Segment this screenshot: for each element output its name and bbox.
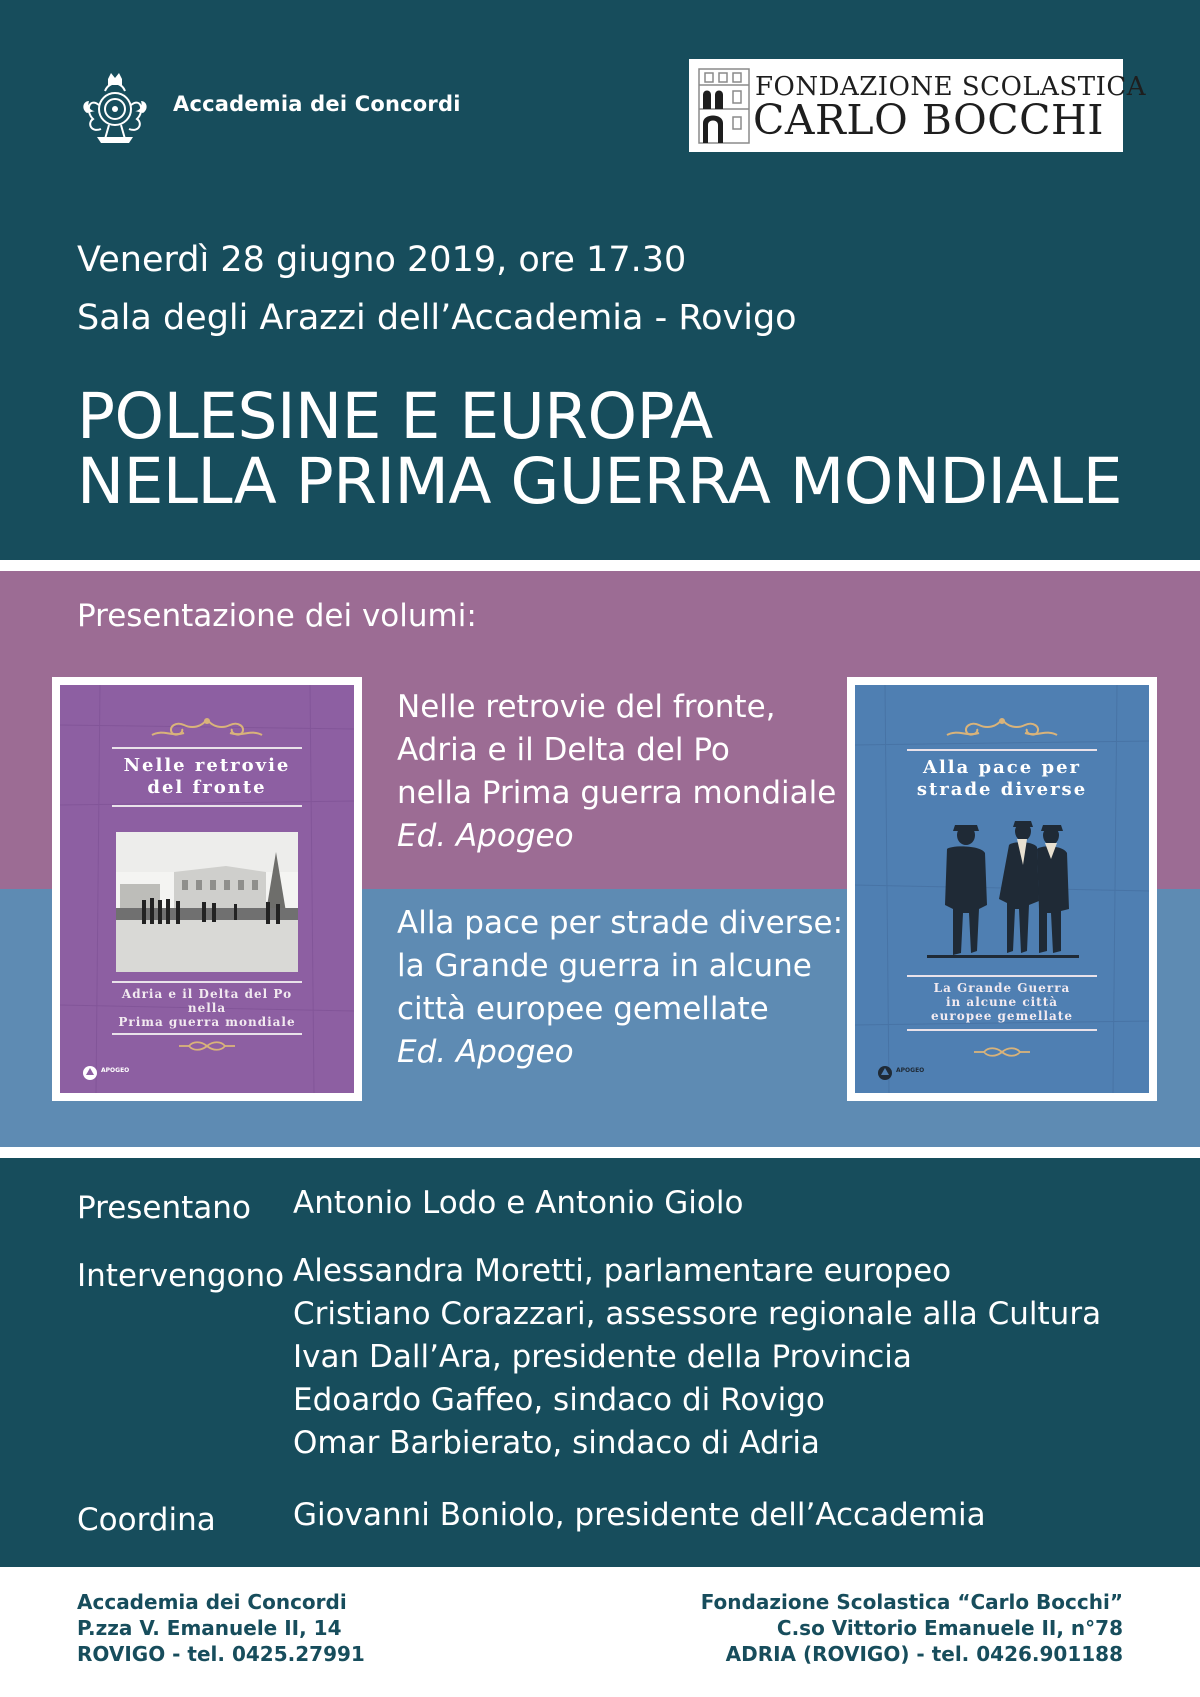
footer-line: Fondazione Scolastica “Carlo Bocchi” <box>700 1590 1123 1614</box>
cover-1-subtitle-line: Prima guerra mondiale <box>118 1015 296 1029</box>
apogeo-logo-icon <box>877 1063 947 1083</box>
footer-line: Accademia dei Concordi <box>77 1590 347 1614</box>
book-cover-2-art <box>855 685 1149 1093</box>
speaker: Alessandra Moretti, parlamentare europeo <box>293 1253 952 1289</box>
foundation-name-line1: FONDAZIONE SCOLASTICA <box>755 72 1147 102</box>
footer-line: ROVIGO - tel. 0425.27991 <box>77 1642 365 1666</box>
book-cover-1 <box>52 677 362 1101</box>
foundation-name-line2: CARLO BOCCHI <box>753 96 1104 144</box>
book-2-description <box>397 902 843 1074</box>
ornament-icon <box>927 715 1077 741</box>
footer-line: ADRIA (ROVIGO) - tel. 0426.901188 <box>725 1642 1123 1666</box>
foundation-logo <box>689 59 1147 152</box>
cover-1-title <box>60 755 354 799</box>
presentano-names: Antonio Lodo e Antonio Giolo <box>293 1185 744 1221</box>
intervengono-list <box>293 1250 1101 1465</box>
book-cover-1-art <box>60 685 354 1093</box>
footer-academy-contact <box>77 1589 365 1667</box>
book-1-line: Adria e il Delta del Po <box>397 732 730 768</box>
cover-2-title-line: Alla pace per <box>922 757 1082 778</box>
cover-2-subtitle-line: in alcune città <box>945 995 1059 1009</box>
presentation-heading: Presentazione dei volumi: <box>77 598 477 634</box>
book-1-description <box>397 686 836 858</box>
speaker: Omar Barbierato, sindaco di Adria <box>293 1425 820 1461</box>
academy-crest-icon <box>75 67 155 147</box>
intervengono-label: Intervengono <box>77 1258 285 1294</box>
cover-2-publisher: APOGEO <box>896 1067 925 1074</box>
ornament-icon <box>132 715 282 741</box>
cover-rule <box>112 1033 302 1035</box>
divider <box>0 560 1200 571</box>
book-1-line: Nelle retrovie del fronte, <box>397 689 776 725</box>
academy-name: Accademia dei Concordi <box>173 92 461 116</box>
speaker: Edoardo Gaffeo, sindaco di Rovigo <box>293 1382 825 1418</box>
cover-1-photo <box>116 832 298 972</box>
cover-2-subtitle <box>855 981 1149 1023</box>
footer-line: C.so Vittorio Emanuele II, n°78 <box>776 1616 1123 1640</box>
cover-rule <box>907 749 1097 751</box>
cover-1-subtitle <box>60 987 354 1029</box>
event-date: Venerdì 28 giugno 2019, ore 17.30 <box>77 240 687 280</box>
header-band <box>0 0 1200 560</box>
cover-rule <box>907 1029 1097 1031</box>
foundation-building-icon <box>697 65 755 147</box>
speaker: Cristiano Corazzari, assessore regionale alla Cultura <box>293 1296 1102 1332</box>
footer-line: P.zza V. Emanuele II, 14 <box>77 1616 342 1640</box>
cover-2-illustration <box>917 805 1089 965</box>
speaker: Ivan Dall’Ara, presidente della Provincia <box>293 1339 912 1375</box>
book-2-publisher: Ed. Apogeo <box>397 1034 574 1070</box>
cover-2-title-line: strade diverse <box>916 779 1088 800</box>
book-2-line: la Grande guerra in alcune <box>397 948 812 984</box>
cover-rule <box>907 975 1097 977</box>
footer-foundation-contact <box>701 1589 1123 1667</box>
ornament-icon <box>177 1039 237 1053</box>
cover-rule <box>112 805 302 807</box>
cover-rule <box>112 981 302 983</box>
event-title-line2: NELLA PRIMA GUERRA MONDIALE <box>77 445 1123 518</box>
cover-2-subtitle-line: europee gemellate <box>931 1009 1073 1023</box>
apogeo-logo-icon <box>82 1063 152 1083</box>
cover-2-title <box>855 757 1149 801</box>
cover-2-subtitle-line: La Grande Guerra <box>933 981 1071 995</box>
book-2-line: città europee gemellate <box>397 991 769 1027</box>
cover-1-title-line: Nelle retrovie <box>123 755 291 776</box>
event-title-line1: POLESINE E EUROPA <box>77 380 713 453</box>
presentano-label: Presentano <box>77 1190 251 1226</box>
divider <box>0 1147 1200 1158</box>
book-cover-2 <box>847 677 1157 1101</box>
cover-1-subtitle-line: Adria e il Delta del Po <box>121 987 293 1001</box>
event-venue: Sala degli Arazzi dell’Accademia - Rovigo <box>77 298 797 338</box>
coordina-name: Giovanni Boniolo, presidente dell’Accademia <box>293 1497 986 1533</box>
ornament-icon <box>972 1045 1032 1059</box>
cover-1-subtitle-line: nella <box>187 1001 227 1015</box>
cover-rule <box>112 747 302 749</box>
book-1-line: nella Prima guerra mondiale <box>397 775 837 811</box>
coordina-label: Coordina <box>77 1502 216 1538</box>
footer <box>0 1567 1200 1697</box>
book-1-publisher: Ed. Apogeo <box>397 818 574 854</box>
cover-1-title-line: del fronte <box>147 777 267 798</box>
cover-1-publisher: APOGEO <box>101 1067 130 1074</box>
book-2-line: Alla pace per strade diverse: <box>397 905 844 941</box>
